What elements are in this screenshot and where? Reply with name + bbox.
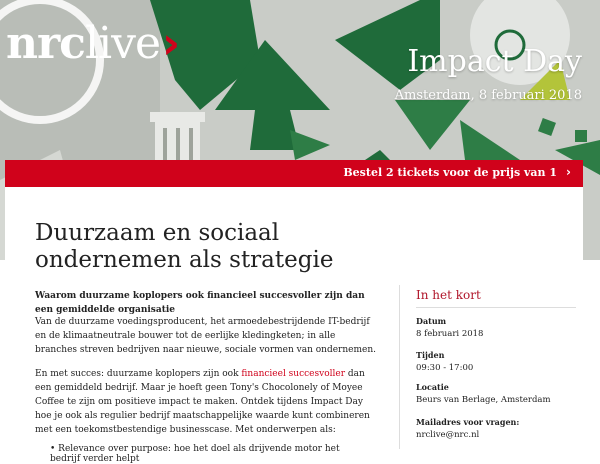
paragraph-2-text-after: dan een gemiddeld bedrijf. Maar je hoeft geen Tony's Chocolonely of Moyee Coffee te zijn om positieve impact te maken. Ontdek tijdens Impact Day hoe je ook als regulier bedrijf maatschappelijke waarde kunt combineren met een toekomstbestendige businesscase. Met onderwerpen als:: [35, 369, 370, 435]
ticket-bar: [5, 160, 583, 187]
paragraph-2-text-before: En met succes: duurzame koplopers zijn ook: [35, 369, 242, 379]
topic-list-item: • Relevance over purpose: hoe het doel als drijvende motor het bedrijf verder helpt: [50, 444, 340, 464]
chevron-right-icon[interactable]: ›: [566, 165, 571, 179]
date-value: 8 februari 2018: [416, 329, 484, 339]
logo-live-text: live: [84, 18, 161, 69]
page-title-line-1: Duurzaam en sociaal: [35, 220, 280, 246]
sidebar-heading: In het kort: [416, 288, 481, 302]
sidebar-divider: [416, 307, 576, 308]
ticket-order-link[interactable]: Bestel 2 tickets voor de prijs van 1: [343, 166, 557, 179]
event-subtitle: Amsterdam, 8 februari 2018: [394, 88, 582, 103]
sidebar-in-het-kort: [399, 285, 584, 449]
time-value: 09:30 - 17:00: [416, 363, 474, 373]
page-title: [35, 220, 375, 274]
nrc-live-logo[interactable]: [6, 18, 180, 69]
main-content: [5, 187, 583, 464]
logo-nrc-text: nrc: [6, 18, 85, 69]
page-title-line-2: ondernemen als strategie: [35, 247, 334, 273]
mail-label: Mailadres voor vragen:: [416, 417, 520, 427]
time-label: Tijden: [416, 350, 445, 360]
article-paragraph-2: [35, 367, 380, 437]
article-lead: Waarom duurzame koplopers ook financieel succesvoller zijn dan een gemiddelde organisatie: [35, 291, 365, 315]
location-value: Beurs van Berlage, Amsterdam: [416, 395, 551, 405]
event-title: Impact Day: [407, 44, 582, 79]
mail-value[interactable]: nrclive@nrc.nl: [416, 430, 480, 440]
logo-chevron-icon: ›: [162, 18, 180, 69]
article-paragraph-1: Van de duurzame voedingsproducent, het armoedebestrijdende IT-bedrijf en de klimaatneutrale bouwer tot de eerlijke kledingketen; in alle branches streven bedrijven naar nieuwe, sociale vormen van ondernemen.: [35, 317, 376, 355]
financieel-succesvoller-link[interactable]: financieel succesvoller: [241, 369, 346, 379]
date-label: Datum: [416, 316, 447, 326]
location-label: Locatie: [416, 382, 449, 392]
